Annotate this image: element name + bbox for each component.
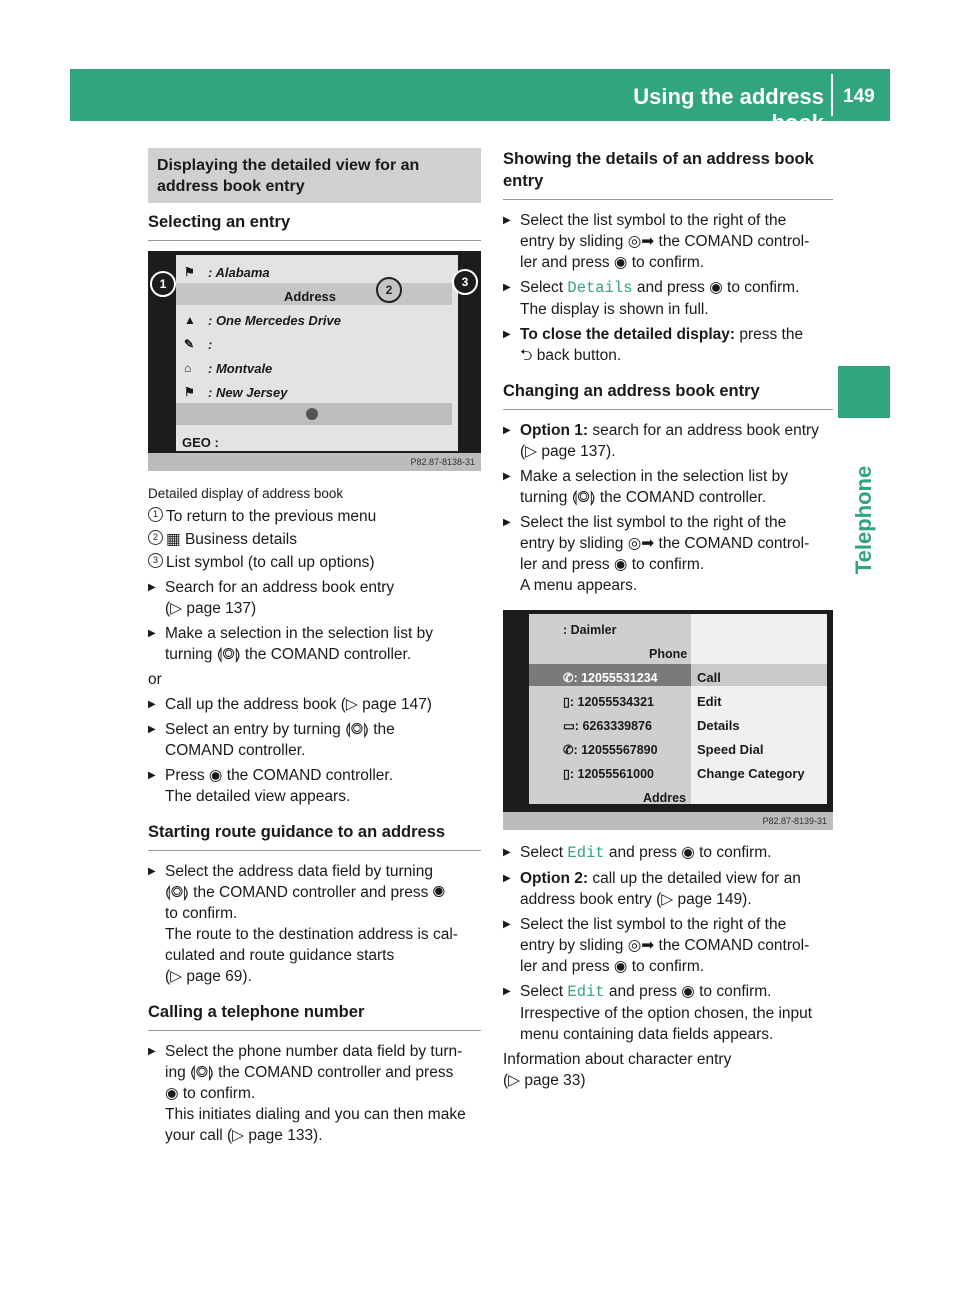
step: ▶ Select the phone number data field by turn- ing ⟬◎⟭ the COMAND controller and press ◉ to confirm. This initiates dialing and you can then make your call (▷ page 133). — [148, 1041, 481, 1146]
edit-icon: ✎ — [184, 337, 195, 351]
image-code: P82.87-8138-31 — [148, 453, 481, 471]
info-text: Information about character entry (▷ page 33) — [503, 1051, 732, 1089]
menu-item-speed-dial[interactable]: Speed Dial — [697, 742, 764, 757]
screen-area — [176, 255, 452, 451]
side-tab — [838, 366, 890, 418]
screenshot-address-detail — [148, 251, 481, 471]
step: ▶ Option 1: search for an address book entry (▷ page 137). — [503, 420, 833, 462]
step: ▶ Select Details and press ◉ to confirm. The display is shown in full. — [503, 277, 833, 320]
legend-item: 3 List symbol (to call up options) — [148, 552, 481, 573]
step: ▶ Select an entry by turning ⟬◎⟭ the COMAND controller. — [148, 719, 481, 761]
image-code: P82.87-8139-31 — [503, 812, 833, 830]
figure-caption: Detailed display of address book — [148, 486, 344, 501]
list-row-selected: ✆: 12055531234 — [529, 664, 691, 686]
screen-row-address: Address — [176, 283, 452, 305]
legend-item: 1 To return to the previous menu — [148, 506, 481, 527]
street-icon: ▲ — [184, 313, 196, 327]
callout-2: 2 — [376, 277, 402, 303]
list-row: ✆: 12055567890 — [563, 743, 658, 757]
legend-item: 2 ▦ Business details — [148, 529, 481, 550]
step: ▶ Select the list symbol to the right of the entry by sliding ◎➡ the COMAND control- ler and press ◉ to confirm. — [503, 914, 833, 977]
list-row: ▯: 12055534321 — [563, 695, 654, 709]
list-row: Phone — [649, 647, 688, 661]
callout-3: 3 — [452, 269, 478, 295]
screen-row: ⚑ : Alabama — [176, 259, 452, 281]
screen-row: ⌂ : Montvale — [176, 355, 452, 377]
menu-item-call[interactable]: Call — [697, 670, 721, 685]
step: ▶ Select Edit and press ◉ to confirm. Irrespective of the option chosen, the input menu containing data fields appears. — [503, 981, 833, 1045]
screen-row: ✎ : — [176, 331, 452, 353]
list-row: Addres — [643, 791, 687, 805]
list-row: ▭: 6263339876 — [563, 719, 652, 733]
flag-icon: ⚑ — [184, 265, 195, 279]
business-icon: ▦ — [166, 531, 185, 548]
screen-row: ⚑ : New Jersey — [176, 379, 452, 401]
step: ▶ Select the list symbol to the right of the entry by sliding ◎➡ the COMAND control- ler and press ◉ to confirm. — [503, 210, 833, 273]
screenshot-options-menu — [503, 610, 833, 830]
menu-item-details[interactable]: Details — [697, 718, 740, 733]
heading-show: Showing the details of an address book entry — [503, 148, 833, 200]
step: ▶ Search for an address book entry (▷ page 137) — [148, 577, 481, 619]
step: ▶ Call up the address book (▷ page 147) — [148, 694, 481, 715]
step: ▶ Select the address data field by turning ⟬◎⟭ the COMAND controller and press ◉ to confirm. The route to the destination address is cal- culated and route guidance starts (▷ page 69). — [148, 861, 481, 987]
right-column — [503, 148, 833, 1095]
city-icon: ⌂ — [184, 361, 192, 375]
map-button-row — [176, 403, 452, 425]
step: ▶ Press ◉ the COMAND controller. The detailed view appears. — [148, 765, 481, 807]
list-row: : Daimler — [563, 623, 617, 637]
step: ▶ Option 2: call up the detailed view for an address book entry (▷ page 149). — [503, 868, 833, 910]
heading-call: Calling a telephone number — [148, 1001, 481, 1031]
or-text: or — [148, 671, 162, 688]
step: ▶ Make a selection in the selection list by turning ⟬◎⟭ the COMAND controller. — [503, 466, 833, 508]
heading-route: Starting route guidance to an address — [148, 821, 481, 851]
section-title: Using the address book — [633, 84, 824, 135]
heading-change: Changing an address book entry — [503, 380, 833, 410]
step: ▶ To close the detailed display: press the ⮌ back button. — [503, 324, 833, 366]
heading-selecting: Selecting an entry — [148, 211, 481, 241]
step: ▶ Select the list symbol to the right of the entry by sliding ◎➡ the COMAND control- ler and press ◉ to confirm. A menu appears. — [503, 512, 833, 596]
callout-1: 1 — [150, 271, 176, 297]
step: ▶ Select Edit and press ◉ to confirm. — [503, 842, 833, 864]
globe-icon — [306, 408, 318, 420]
flag-icon: ⚑ — [184, 385, 195, 399]
step: ▶ Make a selection in the selection list by turning ⟬◎⟭ the COMAND controller. — [148, 623, 481, 665]
entry-list — [529, 614, 691, 804]
screen-row-geo: GEO : — [182, 435, 219, 450]
header-divider — [831, 74, 833, 116]
box-heading: Displaying the detailed view for an address book entry — [148, 148, 481, 203]
left-column — [148, 148, 481, 1150]
list-row: ▯: 12055561000 — [563, 767, 654, 781]
page-number: 149 — [843, 86, 875, 107]
menu-item-change-category[interactable]: Change Category — [697, 766, 805, 781]
side-label: Telephone — [851, 465, 876, 575]
options-menu — [691, 614, 827, 804]
menu-item-edit[interactable]: Edit — [697, 694, 722, 709]
screen-row: ▲ : One Mercedes Drive — [176, 307, 452, 329]
